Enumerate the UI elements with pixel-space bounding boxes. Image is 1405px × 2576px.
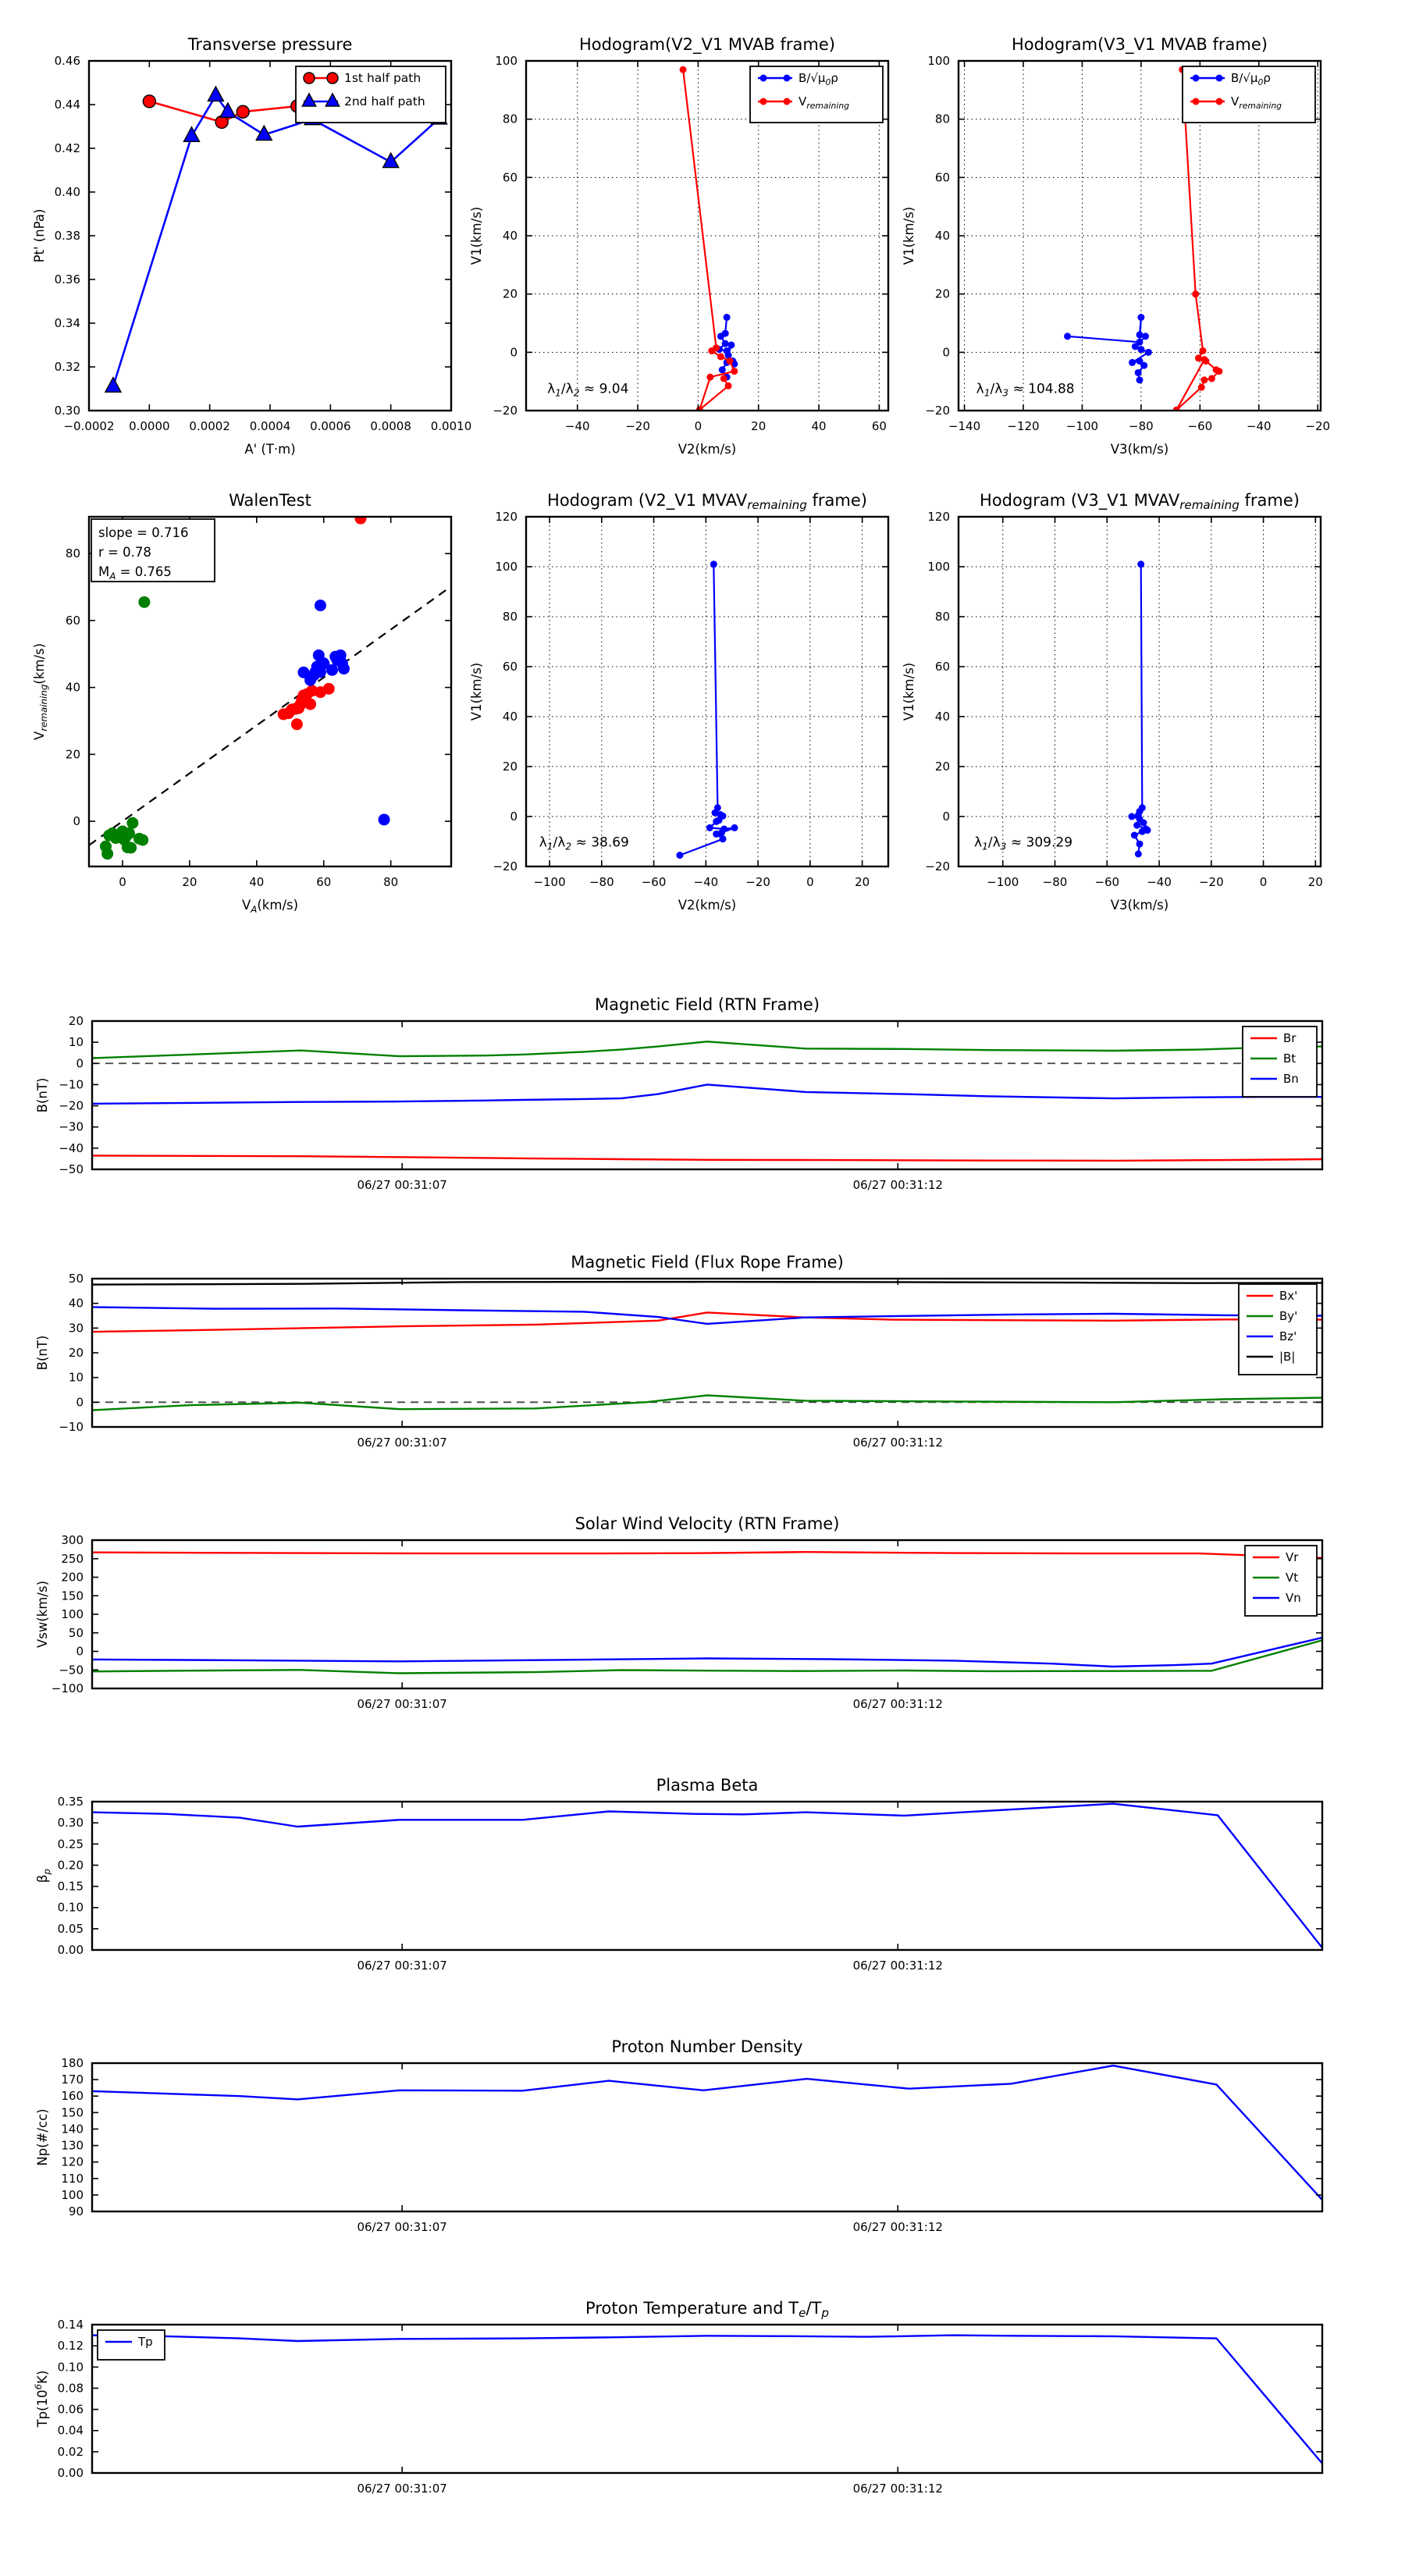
series-Tp (92, 2336, 1322, 2464)
y-tick-label: 110 (61, 2171, 84, 2186)
y-tick-label: −20 (493, 404, 518, 418)
x-tick-label: −100 (533, 875, 566, 890)
x-tick-label: 20 (855, 875, 870, 890)
chart-ts-proton-temperature (18, 2286, 1353, 2526)
y-tick-label: 60 (65, 613, 80, 628)
annotation: $\lambda_1/\lambda_2 \approx 38.69$ (539, 834, 629, 852)
chart-title: Magnetic Field (Flux Rope Frame) (571, 1253, 844, 1272)
y-tick-label: 250 (61, 1551, 84, 1566)
y-tick-label: 170 (61, 2073, 84, 2087)
y-axis-label: $\beta_p$ (35, 1868, 52, 1884)
y-tick-label: −100 (51, 1681, 84, 1695)
plot-area (92, 2065, 1322, 2200)
y-tick-label: −10 (59, 1077, 84, 1092)
y-tick-label: 120 (495, 510, 518, 524)
y-tick-label: 40 (502, 710, 518, 724)
series-Vremaining (683, 69, 735, 410)
x-tick-label: 80 (383, 875, 399, 890)
y-tick-label: −20 (925, 859, 950, 873)
annotation: $\lambda_1/\lambda_2 \approx 9.04$ (547, 381, 629, 399)
series-B (680, 564, 735, 856)
y-tick-label: 160 (61, 2089, 84, 2104)
legend-item-label: Vr (1286, 1550, 1299, 1564)
y-tick-label: 0 (76, 1056, 84, 1071)
y-tick-label: 0.02 (57, 2444, 84, 2459)
chart-walen-test (15, 478, 482, 920)
y-tick-label: 0.42 (54, 141, 80, 155)
y-tick-label: 20 (68, 1346, 84, 1360)
y-tick-label: 0.15 (57, 1879, 84, 1894)
legend-item-label: $V_{remaining}$ (1231, 94, 1282, 111)
x-tick-label: −20 (1305, 419, 1331, 434)
chart-title: WalenTest (229, 491, 311, 510)
series-Bn (92, 1084, 1322, 1104)
y-tick-label: 0.40 (54, 185, 80, 199)
series-Vt (92, 1640, 1322, 1673)
y-tick-label: 100 (495, 54, 518, 68)
legend-item-label: Br (1283, 1031, 1297, 1045)
legend-box (98, 2330, 165, 2360)
y-tick-label: 0.06 (57, 2402, 84, 2417)
plot-area (676, 560, 738, 859)
x-tick-label: 06/27 00:31:07 (357, 1959, 447, 1973)
plot-area (92, 1804, 1322, 1948)
x-tick-label: −20 (625, 419, 650, 434)
y-tick-label: 140 (61, 2122, 84, 2137)
series-beta (92, 1804, 1322, 1948)
plot-area (680, 66, 738, 414)
y-tick-label: 200 (61, 1570, 84, 1585)
x-tick-label: 0 (806, 875, 814, 890)
chart-title: Magnetic Field (RTN Frame) (594, 995, 820, 1014)
chart-title: Solar Wind Velocity (RTN Frame) (574, 1514, 840, 1533)
y-axis-label: V1(km/s) (902, 206, 916, 265)
chart-title: Proton Temperature and Te/Tp (585, 2299, 829, 2320)
y-tick-label: 50 (68, 1272, 84, 1286)
y-axis-label: $V_{remaining}(km/s)$ (32, 642, 49, 741)
x-tick-label: −80 (1129, 419, 1154, 434)
x-tick-label: 0.0008 (370, 419, 411, 434)
x-tick-label: −100 (1065, 419, 1099, 434)
x-tick-label: 06/27 00:31:07 (357, 1178, 447, 1193)
y-tick-label: 100 (61, 1607, 84, 1621)
x-tick-label: 20 (182, 875, 197, 890)
y-tick-label: 0.36 (54, 272, 80, 286)
y-tick-label: 0.04 (57, 2423, 84, 2438)
x-tick-label: −80 (1042, 875, 1068, 890)
series-Vn (92, 1638, 1322, 1667)
y-tick-label: 80 (502, 112, 518, 126)
y-tick-label: 0 (942, 809, 950, 824)
series-Bz' (92, 1307, 1322, 1324)
y-tick-label: −20 (493, 859, 518, 873)
x-tick-label: 06/27 00:31:12 (852, 1697, 943, 1712)
y-tick-label: −20 (59, 1098, 84, 1113)
y-tick-label: 0 (510, 809, 518, 824)
series-|B| (92, 1282, 1322, 1285)
plot-area (92, 1552, 1322, 1673)
x-tick-label: 20 (751, 419, 767, 434)
x-tick-label: −100 (987, 875, 1019, 890)
plot-area (1128, 560, 1151, 857)
y-tick-label: 0.10 (57, 1900, 84, 1915)
chart-ts-proton-density (18, 2024, 1353, 2265)
y-tick-label: 0 (76, 1395, 84, 1410)
legend-item-label: Bn (1283, 1072, 1299, 1086)
x-tick-label: −20 (745, 875, 770, 890)
x-tick-label: −40 (1147, 875, 1172, 890)
y-tick-label: 40 (65, 680, 80, 695)
series-Np (92, 2065, 1322, 2200)
y-tick-label: −30 (59, 1119, 84, 1134)
x-tick-label: 60 (871, 419, 887, 434)
x-tick-label: 20 (1307, 875, 1323, 890)
y-tick-label: 130 (61, 2138, 84, 2153)
x-tick-label: 40 (249, 875, 265, 890)
chart-hodogram-v3v1-mvab (884, 22, 1352, 464)
y-tick-label: 50 (68, 1625, 84, 1640)
series-Bx' (92, 1312, 1322, 1332)
chart-title: Hodogram(V3_V1 MVAB frame) (1012, 35, 1268, 54)
x-tick-label: −40 (693, 875, 719, 890)
legend-item-label: $B/√\mu_0\rho$ (799, 71, 838, 87)
x-tick-label: 0.0010 (430, 419, 472, 434)
x-tick-label: 06/27 00:31:12 (852, 2482, 943, 2496)
stat-line: $M_A = 0.765$ (98, 564, 172, 582)
y-tick-label: 80 (934, 610, 950, 624)
chart-title: Hodogram(V2_V1 MVAB frame) (579, 35, 835, 54)
legend-item-label: Bz' (1279, 1329, 1297, 1343)
chart-ts-b-fluxrope (18, 1240, 1353, 1480)
stat-line: slope = 0.716 (98, 525, 189, 540)
legend-item-label: Bx' (1279, 1289, 1298, 1303)
y-tick-label: −50 (59, 1162, 84, 1176)
legend-item-label: |B| (1279, 1350, 1296, 1364)
x-tick-label: 0 (1259, 875, 1268, 890)
y-tick-label: 20 (934, 760, 950, 774)
y-axis-label: V1(km/s) (902, 662, 916, 721)
legend-box (1245, 1546, 1317, 1616)
y-tick-label: 0 (73, 814, 80, 829)
series-Br (92, 1155, 1322, 1161)
y-axis-label: Vsw(km/s) (35, 1580, 50, 1649)
y-tick-label: 60 (934, 170, 950, 185)
series-fit (89, 586, 451, 845)
y-axis-label: Np(#/cc) (35, 2108, 50, 2166)
y-tick-label: 0.30 (57, 1816, 84, 1831)
y-tick-label: 60 (934, 660, 950, 674)
y-tick-label: 100 (927, 560, 950, 574)
legend-item-label: 1st half path (344, 71, 422, 85)
chart-title: Plasma Beta (656, 1776, 759, 1795)
x-tick-label: −0.0002 (63, 419, 115, 434)
y-tick-label: 0.12 (57, 2339, 84, 2354)
chart-hodogram-v2v1-mvav (452, 478, 919, 920)
x-axis-label: V3(km/s) (1110, 898, 1169, 913)
y-tick-label: 0.10 (57, 2360, 84, 2375)
x-tick-label: 0.0006 (310, 419, 351, 434)
x-axis-label: V2(km/s) (678, 442, 737, 457)
y-tick-label: 60 (502, 660, 518, 674)
chart-ts-plasma-beta (18, 1763, 1353, 2003)
legend-item-label: 2nd half path (344, 94, 425, 109)
y-tick-label: 40 (502, 229, 518, 243)
x-tick-label: −80 (589, 875, 614, 890)
y-axis-label: V1(km/s) (469, 206, 484, 265)
x-tick-label: 06/27 00:31:07 (357, 1436, 447, 1450)
y-tick-label: 20 (934, 286, 950, 301)
series-Vr (92, 1552, 1322, 1558)
plot-area (92, 1041, 1322, 1161)
y-tick-label: −50 (59, 1663, 84, 1678)
chart-title: Hodogram (V2_V1 MVAVremaining frame) (547, 491, 867, 512)
y-tick-label: 0 (942, 345, 950, 360)
x-tick-label: 06/27 00:31:12 (852, 1178, 943, 1193)
y-axis-label: $Tp(10^6K)$ (33, 2370, 50, 2428)
y-tick-label: 10 (68, 1370, 84, 1385)
y-tick-label: −10 (59, 1420, 84, 1434)
chart-title: Transverse pressure (187, 35, 353, 54)
x-tick-label: 06/27 00:31:07 (357, 2220, 447, 2235)
y-tick-label: 20 (502, 760, 518, 774)
y-tick-label: 300 (61, 1533, 84, 1547)
x-axis-label: V3(km/s) (1110, 442, 1169, 457)
annotation: $\lambda_1/\lambda_3 \approx 104.88$ (976, 381, 1075, 399)
x-tick-label: 06/27 00:31:12 (852, 1436, 943, 1450)
series-2nd half path (113, 96, 439, 387)
y-tick-label: 0.05 (57, 1921, 84, 1936)
y-tick-label: 180 (61, 2056, 84, 2070)
legend-box (1243, 1026, 1317, 1097)
legend-item-label: Vt (1286, 1571, 1299, 1585)
y-tick-label: 90 (68, 2204, 84, 2218)
y-tick-label: 100 (495, 560, 518, 574)
x-tick-label: 06/27 00:31:12 (852, 2220, 943, 2235)
y-tick-label: 80 (934, 112, 950, 126)
y-tick-label: 120 (61, 2154, 84, 2169)
legend-box (1239, 1284, 1317, 1375)
y-tick-label: −40 (59, 1140, 84, 1155)
x-tick-label: −120 (1007, 419, 1040, 434)
y-tick-label: 0.20 (57, 1858, 84, 1873)
y-tick-label: 40 (68, 1296, 84, 1311)
legend-item-label: Bt (1283, 1051, 1297, 1066)
x-tick-label: −60 (641, 875, 667, 890)
y-tick-label: 0.46 (54, 54, 80, 68)
y-tick-label: 120 (927, 510, 950, 524)
y-tick-label: 10 (68, 1035, 84, 1050)
x-tick-label: 0.0002 (189, 419, 230, 434)
y-tick-label: 0.00 (57, 2466, 84, 2480)
y-axis-label: Pt' (nPa) (32, 208, 47, 263)
y-tick-label: 0.14 (57, 2318, 84, 2332)
legend-item-label: Tp (138, 2335, 153, 2349)
y-tick-label: 40 (934, 229, 950, 243)
x-tick-label: 0 (694, 419, 702, 434)
x-tick-label: 60 (316, 875, 332, 890)
x-tick-label: 0 (119, 875, 126, 890)
x-tick-label: −140 (948, 419, 981, 434)
x-tick-label: −60 (1094, 875, 1120, 890)
y-tick-label: 0.32 (54, 360, 80, 374)
y-tick-label: 100 (61, 2187, 84, 2202)
y-axis-label: B(nT) (35, 1335, 50, 1371)
y-tick-label: 0.08 (57, 2381, 84, 2396)
chart-title: Proton Number Density (611, 2037, 803, 2056)
y-tick-label: 0 (510, 345, 518, 360)
y-tick-label: 0.25 (57, 1837, 84, 1852)
y-tick-label: 150 (61, 1589, 84, 1603)
x-tick-label: −40 (564, 419, 590, 434)
y-tick-label: 0.35 (57, 1795, 84, 1809)
x-tick-label: 0.0004 (249, 419, 291, 434)
y-tick-label: 0.30 (54, 404, 80, 418)
y-tick-label: 0.34 (54, 316, 80, 330)
plot-area (105, 87, 447, 392)
y-tick-label: 0 (76, 1644, 84, 1659)
y-tick-label: 0.00 (57, 1943, 84, 1957)
x-tick-label: −40 (1246, 419, 1272, 434)
y-tick-label: 60 (502, 170, 518, 185)
series-Bt (92, 1041, 1322, 1058)
x-axis-label: $V_A(km/s)$ (241, 898, 299, 915)
y-axis-label: V1(km/s) (469, 662, 484, 721)
x-tick-label: −20 (1198, 875, 1224, 890)
y-tick-label: −20 (925, 404, 950, 418)
y-tick-label: 80 (65, 546, 80, 561)
y-tick-label: 40 (934, 710, 950, 724)
x-tick-label: 06/27 00:31:12 (852, 1959, 943, 1973)
y-tick-label: 0.44 (54, 98, 80, 112)
chart-title: Hodogram (V3_V1 MVAVremaining frame) (980, 491, 1300, 512)
x-tick-label: 0.0000 (129, 419, 170, 434)
y-tick-label: 30 (68, 1321, 84, 1336)
x-tick-label: 06/27 00:31:07 (357, 1697, 447, 1712)
legend-item-label: $B/√\mu_0\rho$ (1231, 71, 1271, 87)
y-tick-label: 150 (61, 2105, 84, 2120)
x-tick-label: 40 (811, 419, 827, 434)
legend-item-label: By' (1279, 1309, 1298, 1323)
legend-item-label: $V_{remaining}$ (799, 94, 850, 111)
legend-item-label: Vn (1286, 1591, 1301, 1605)
x-tick-label: −60 (1187, 419, 1213, 434)
y-axis-label: B(nT) (35, 1077, 50, 1113)
y-tick-label: 20 (68, 1014, 84, 1028)
y-tick-label: 20 (65, 747, 80, 762)
y-tick-label: 80 (502, 610, 518, 624)
chart-ts-b-rtn (18, 982, 1353, 1222)
annotation: $\lambda_1/\lambda_3 \approx 309.29$ (974, 834, 1073, 852)
x-axis-label: V2(km/s) (678, 898, 737, 913)
plot-area (92, 1282, 1322, 1410)
x-tick-label: 06/27 00:31:07 (357, 2482, 447, 2496)
y-tick-label: 100 (927, 54, 950, 68)
stat-line: r = 0.78 (98, 545, 151, 560)
y-tick-label: 0.38 (54, 229, 80, 243)
chart-hodogram-v2v1-mvab (452, 22, 919, 464)
chart-ts-vsw-rtn (18, 1501, 1353, 1742)
chart-transverse-pressure (15, 22, 482, 464)
plot-area (92, 2336, 1322, 2464)
x-axis-label: A' (T·m) (244, 442, 296, 457)
chart-hodogram-v3v1-mvav (884, 478, 1352, 920)
y-tick-label: 20 (502, 286, 518, 301)
